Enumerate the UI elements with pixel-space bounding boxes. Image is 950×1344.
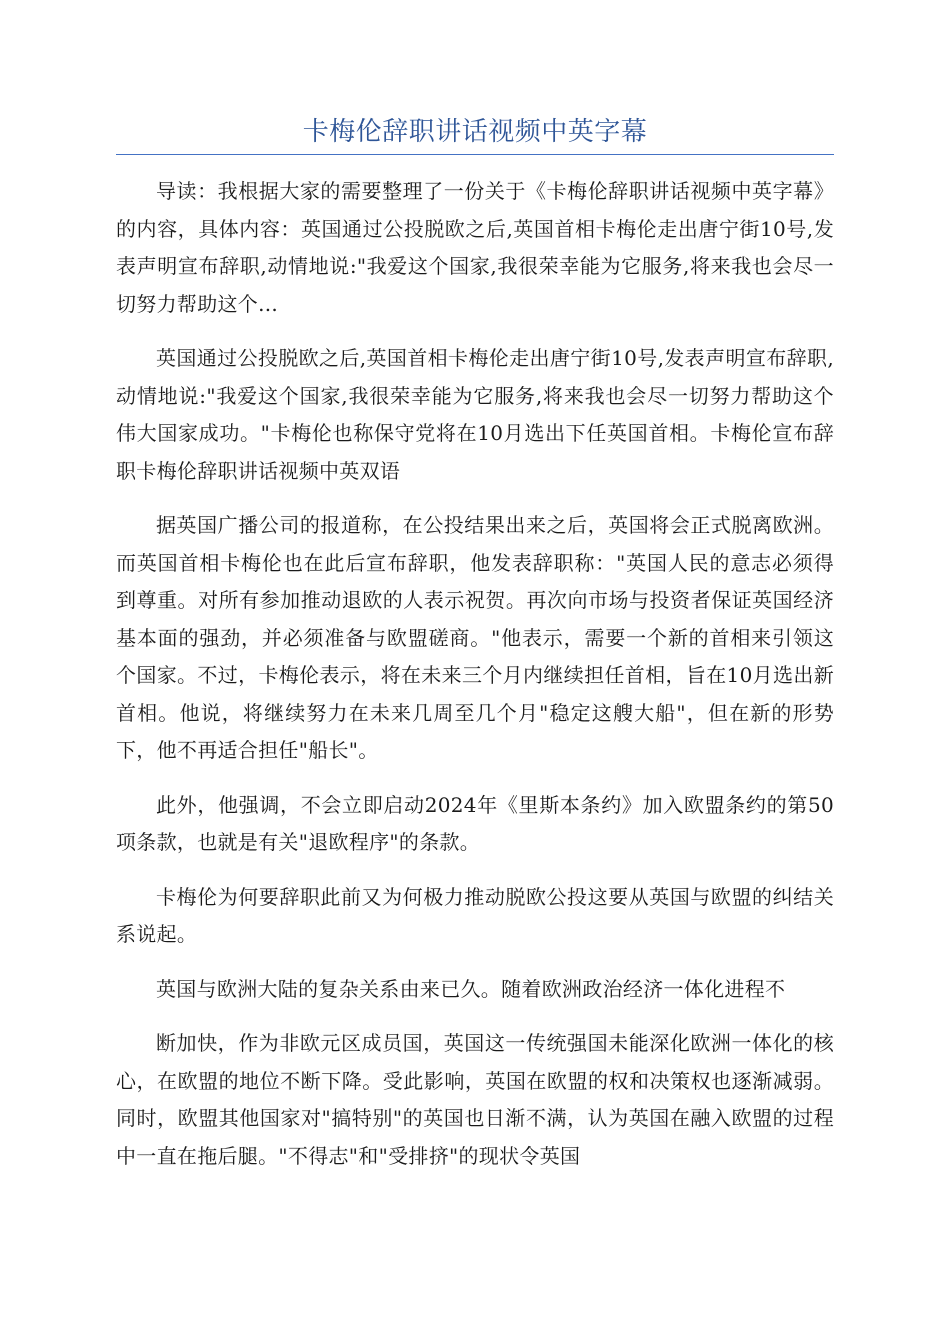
- paragraph-resignation: 英国通过公投脱欧之后,英国首相卡梅伦走出唐宁街10号,发表声明宣布辞职,动情地说:"我爱这个国家,我很荣幸能为它服务,将来我也会尽一切努力帮助这个伟大国家成功。"卡梅伦也称保守党将在10月选出下任英国首相。卡梅伦宣布辞职卡梅伦辞职讲话视频中英双语: [116, 346, 834, 483]
- paragraph-bbc-report: 据英国广播公司的报道称，在公投结果出来之后，英国将会正式脱离欧洲。而英国首相卡梅伦也在此后宣布辞职，他发表辞职称："英国人民的意志必须得到尊重。对所有参加推动退欧的人表示祝贺。再次向市场与投资者保证英国经济基本面的强劲，并必须准备与欧盟磋商。"他表示，需要一个新的首相来引领这个国家。不过，卡梅伦表示，将在未来三个月内继续担任首相，旨在10月选出新首相。他说，将继续努力在未来几周至几个月"稳定这艘大船"，但在新的形势下，他不再适合担任"船长"。: [116, 513, 834, 762]
- document-page: [116, 112, 834, 1192]
- document-title: 卡梅伦辞职讲话视频中英字幕: [302, 117, 648, 147]
- paragraph-integration: 断加快，作为非欧元区成员国，英国这一传统强国未能深化欧洲一体化的核心，在欧盟的地位不断下降。受此影响，英国在欧盟的权和决策权也逐渐减弱。同时，欧盟其他国家对"搞特别"的英国也日渐不满，认为英国在融入欧盟的过程中一直在拖后腿。"不得志"和"受排挤"的现状令英国: [116, 1031, 834, 1168]
- paragraph-why-resign: 卡梅伦为何要辞职此前又为何极力推动脱欧公投这要从英国与欧盟的纠结关系说起。: [116, 884, 834, 946]
- paragraph-intro: 导读：我根据大家的需要整理了一份关于《卡梅伦辞职讲话视频中英字幕》的内容，具体内容：英国通过公投脱欧之后,英国首相卡梅伦走出唐宁街10号,发表声明宣布辞职,动情地说:"我爱这个国家,我很荣幸能为它服务,将来我也会尽一切努力帮助这个...: [116, 179, 834, 316]
- paragraph-lisbon-treaty: 此外，他强调，不会立即启动2024年《里斯本条约》加入欧盟条约的第50项条款，也就是有关"退欧程序"的条款。: [116, 792, 834, 854]
- paragraph-history: 英国与欧洲大陆的复杂关系由来已久。随着欧洲政治经济一体化进程不: [156, 976, 786, 1001]
- title-underline: [116, 154, 834, 155]
